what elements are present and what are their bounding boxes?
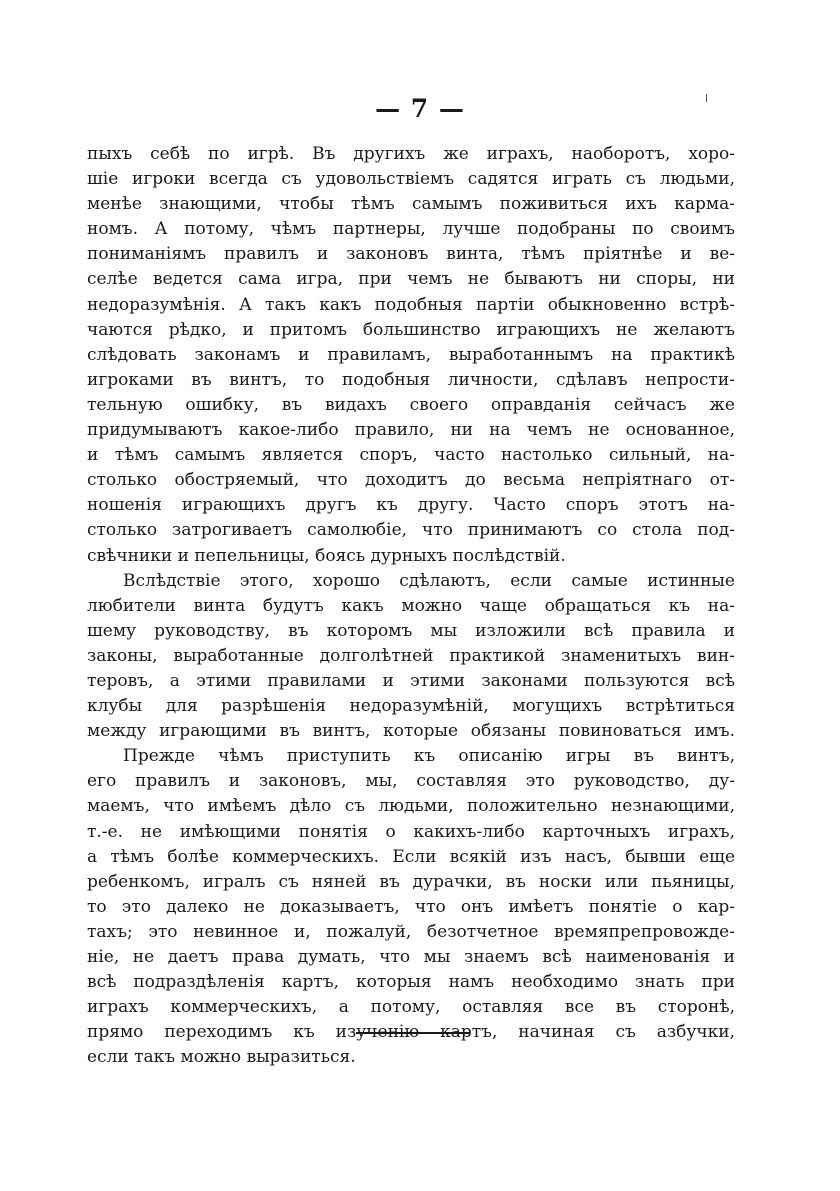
text-line: игроками въ винтъ, то подобныя личности, сдѣлавъ непрости- — [87, 369, 735, 390]
text-line: придумываютъ какое-либо правило, ни на чемъ не основанное, — [87, 420, 735, 441]
text-line: ребенкомъ, игралъ съ няней въ дурачки, въ носки или пьяницы, — [87, 871, 735, 892]
text-line: чаются рѣдко, и притомъ большинство играющихъ не желаютъ — [87, 319, 735, 340]
text-line: шіе игроки всегда съ удовольствіемъ садятся играть съ людьми, — [87, 169, 735, 190]
text-line: селѣе ведется сама игра, при чемъ не бываютъ ни споры, ни — [87, 269, 735, 290]
text-line: а тѣмъ болѣе коммерческихъ. Если всякій изъ насъ, бывши еще — [87, 846, 735, 867]
text-line: шему руководству, въ которомъ мы изложили всѣ правила и — [87, 620, 735, 641]
paragraph-1 — [87, 142, 735, 569]
text-line: т.-е. не имѣющими понятія о какихъ-либо карточныхъ играхъ, — [87, 821, 735, 842]
text-line: играхъ коммерческихъ, а потому, оставляя все въ сторонѣ, — [87, 997, 735, 1018]
text-line: всѣ подраздѣленія картъ, которыя намъ необходимо знать при — [87, 972, 735, 993]
text-line: законы, выработанные долголѣтней практикой знаменитыхъ вин- — [87, 645, 735, 666]
text-line: ношенія играющихъ другъ къ другу. Часто споръ этотъ на- — [87, 495, 735, 516]
text-line: между играющими въ винтъ, которые обязаны повиноваться имъ. — [87, 721, 735, 742]
body-text — [87, 142, 735, 1070]
text-line: тахъ; это невинное и, пожалуй, безотчетное времяпрепровожде- — [87, 921, 735, 942]
text-line: столько затрогиваетъ самолюбіе, что принимаютъ со стола под- — [87, 520, 735, 541]
text-line: прямо переходимъ къ изученію картъ, начиная съ азбучки, — [87, 1022, 735, 1043]
paragraph-2 — [87, 569, 735, 745]
text-line: любители винта будутъ какъ можно чаще обращаться къ на- — [87, 595, 735, 616]
text-line: и тѣмъ самымъ является споръ, часто настолько сильный, на- — [87, 445, 735, 466]
text-line: Вслѣдствіе этого, хорошо сдѣлаютъ, если самые истинные — [123, 570, 735, 591]
paragraph-3 — [87, 744, 735, 1070]
text-line: столько обостряемый, что доходитъ до весьма непріятнаго от- — [87, 470, 735, 491]
text-line: свѣчники и пепельницы, боясь дурныхъ послѣдствій. — [87, 545, 566, 566]
scan-speck — [706, 94, 707, 102]
text-line: менѣе знающими, чтобы тѣмъ самымъ поживиться ихъ карма- — [87, 194, 735, 215]
text-line: маемъ, что имѣемъ дѣло съ людьми, положительно незнающими, — [87, 796, 735, 817]
text-line: слѣдовать законамъ и правиламъ, выработаннымъ на практикѣ — [87, 344, 735, 365]
text-line: если такъ можно выразиться. — [87, 1047, 356, 1068]
text-line: его правилъ и законовъ, мы, составляя это руководство, ду- — [87, 771, 735, 792]
text-line: Прежде чѣмъ приступить къ описанію игры въ винтъ, — [123, 746, 735, 767]
section-divider — [356, 1032, 470, 1034]
text-line: недоразумѣнія. А такъ какъ подобныя партіи обыкновенно встрѣ- — [87, 294, 735, 315]
text-line: клубы для разрѣшенія недоразумѣній, могущихъ встрѣтиться — [87, 696, 735, 717]
page-number: — 7 — — [375, 94, 465, 123]
text-line: пыхъ себѣ по игрѣ. Въ другихъ же играхъ, наоборотъ, хоро- — [87, 144, 735, 164]
text-line: ніе, не даетъ права думать, что мы знаемъ всѣ наименованія и — [87, 947, 735, 967]
text-line: то это далеко не доказываетъ, что онъ имѣетъ понятіе о кар- — [87, 896, 735, 917]
text-line: пониманіямъ правилъ и законовъ винта, тѣмъ пріятнѣе и ве- — [87, 244, 735, 265]
text-line: теровъ, а этими правилами и этими законами пользуются всѣ — [87, 670, 735, 691]
text-line: тельную ошибку, въ видахъ своего оправданія сейчасъ же — [87, 394, 735, 415]
text-line: номъ. А потому, чѣмъ партнеры, лучше подобраны по своимъ — [87, 219, 735, 240]
